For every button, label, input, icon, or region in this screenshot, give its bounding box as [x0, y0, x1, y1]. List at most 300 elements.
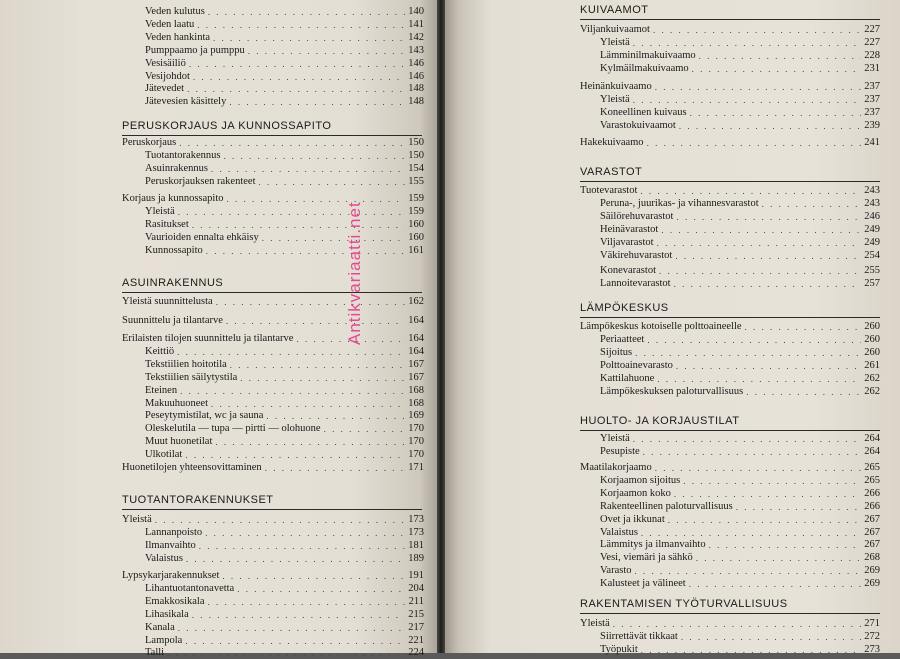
- leader-dots: [215, 437, 405, 448]
- toc-entry: [600, 372, 880, 385]
- toc-entry-page: 269: [864, 578, 880, 590]
- toc-entry-title: Yleistä: [145, 205, 175, 217]
- leader-dots: [647, 138, 862, 149]
- section-rule: [580, 181, 880, 182]
- watermark: Antikvariaatti.net: [345, 201, 364, 345]
- leader-dots: [237, 584, 405, 595]
- toc-entry: [145, 422, 424, 435]
- toc-entry-title: Yleistä suunnittelusta: [122, 296, 213, 307]
- toc-entry-title: Lihantuotantonavetta: [145, 582, 235, 594]
- toc-entry: [580, 617, 880, 630]
- book-gutter: [437, 0, 445, 653]
- toc-entry-title: Kalusteet ja välineet: [600, 578, 686, 590]
- toc-entry-page: 269: [864, 565, 880, 577]
- toc-entry-page: 266: [864, 500, 880, 512]
- toc-entry: [600, 236, 880, 249]
- section-heading: HUOLTO- JA KORJAUSTILAT: [580, 415, 740, 427]
- toc-entry: [600, 538, 880, 551]
- toc-entry-page: 239: [864, 119, 880, 131]
- toc-entry-page: 271: [864, 618, 880, 629]
- toc-entry: [145, 82, 424, 95]
- leader-dots: [689, 579, 862, 590]
- toc-entry-page: 143: [408, 44, 424, 56]
- toc-entry: [122, 569, 424, 582]
- leader-dots: [213, 33, 405, 44]
- section-rule: [580, 19, 880, 20]
- toc-entry: [600, 249, 880, 262]
- toc-entry: [600, 526, 880, 539]
- toc-entry-page: 160: [408, 231, 424, 243]
- toc-entry: [600, 36, 880, 49]
- leader-dots: [155, 515, 406, 526]
- leader-dots: [633, 95, 862, 106]
- toc-entry: [600, 264, 880, 277]
- toc-entry-title: Periaatteet: [600, 333, 645, 345]
- toc-entry: [600, 359, 880, 372]
- toc-entry: [600, 445, 880, 458]
- toc-entry: [600, 119, 880, 132]
- toc-entry-title: Varasto: [600, 565, 632, 577]
- toc-entry-page: 264: [864, 433, 880, 444]
- toc-entry: [600, 643, 880, 656]
- toc-entry: [145, 244, 424, 257]
- toc-entry: [580, 461, 880, 474]
- leader-dots: [187, 84, 405, 95]
- leader-dots: [222, 571, 405, 582]
- toc-entry-page: 146: [408, 57, 424, 69]
- leader-dots: [197, 20, 405, 31]
- section-heading: LÄMPÖKESKUS: [580, 302, 669, 314]
- toc-entry: [600, 333, 880, 346]
- toc-entry-title: Yleistä: [600, 36, 630, 48]
- toc-entry-title: Työpukit: [600, 643, 638, 655]
- toc-entry-title: Heinävarastot: [600, 223, 659, 235]
- toc-entry-page: 267: [864, 539, 880, 551]
- leader-dots: [640, 186, 861, 197]
- toc-entry-title: Oleskelutila — tupa — pirtti — olohuone: [145, 423, 321, 435]
- toc-entry: [600, 385, 880, 398]
- toc-entry-page: 168: [408, 397, 424, 409]
- toc-entry-title: Lypsykarjarakennukset: [122, 570, 220, 581]
- toc-entry: [122, 192, 424, 205]
- toc-entry: [145, 608, 424, 621]
- toc-entry: [145, 595, 424, 608]
- toc-entry-page: 266: [864, 487, 880, 499]
- toc-entry-page: 171: [408, 462, 424, 473]
- section-heading: PERUSKORJAUS JA KUNNOSSAPITO: [122, 120, 332, 132]
- toc-entry-page: 211: [408, 595, 424, 607]
- leader-dots: [178, 207, 406, 218]
- toc-entry-title: Korjaamon sijoitus: [600, 474, 681, 486]
- toc-entry-page: 267: [864, 513, 880, 525]
- toc-entry-page: 150: [408, 149, 424, 161]
- leader-dots: [653, 25, 861, 36]
- toc-entry-title: Pesupiste: [600, 445, 640, 457]
- toc-entry: [122, 314, 424, 327]
- toc-entry-page: 264: [864, 445, 880, 457]
- toc-entry: [145, 582, 424, 595]
- toc-entry-title: Peruna-, juurikas- ja vihannesvarastot: [600, 197, 759, 209]
- leader-dots: [657, 374, 861, 385]
- toc-entry-title: Varastokuivaamot: [600, 119, 676, 131]
- toc-entry: [145, 358, 424, 371]
- leader-dots: [633, 434, 862, 445]
- toc-entry-title: Vesisäiliö: [145, 57, 186, 69]
- toc-entry-title: Emakkosikala: [145, 595, 205, 607]
- section-rule: [580, 430, 880, 431]
- leader-dots: [692, 64, 862, 75]
- leader-dots: [674, 489, 861, 500]
- toc-entry-title: Pumppaamo ja pumppu: [145, 44, 245, 56]
- toc-entry-page: 249: [864, 223, 880, 235]
- leader-dots: [709, 540, 862, 551]
- toc-entry: [145, 70, 424, 83]
- toc-entry-title: Kattilahuone: [600, 372, 655, 384]
- leader-dots: [186, 554, 405, 565]
- leader-dots: [746, 387, 861, 398]
- leader-dots: [661, 225, 861, 236]
- leader-dots: [208, 7, 405, 18]
- toc-entry-title: Ulkotilat: [145, 449, 183, 461]
- toc-entry: [600, 93, 880, 106]
- toc-entry-title: Vaurioiden ennalta ehkäisy: [145, 231, 259, 243]
- toc-entry-page: 221: [408, 634, 424, 646]
- leader-dots: [655, 463, 862, 474]
- toc-entry-page: 204: [408, 582, 424, 594]
- toc-entry-page: 217: [408, 621, 424, 633]
- leader-dots: [189, 59, 405, 70]
- toc-entry-title: Eteinen: [145, 384, 178, 396]
- leader-dots: [216, 297, 406, 308]
- toc-entry-title: Lannoitevarastot: [600, 277, 671, 289]
- toc-entry: [600, 474, 880, 487]
- toc-entry-title: Sijoitus: [600, 346, 633, 358]
- toc-entry-title: Huonetilojen yhteensovittaminen: [122, 462, 262, 473]
- toc-entry: [145, 5, 424, 18]
- toc-entry-page: 148: [408, 96, 424, 108]
- toc-entry-title: Tuotantorakennus: [145, 149, 221, 161]
- toc-entry-title: Muut huonetilat: [145, 436, 213, 448]
- toc-entry-title: Lannanpoisto: [145, 526, 203, 538]
- toc-entry-title: Yleistä: [580, 618, 610, 629]
- toc-entry-page: 273: [864, 643, 880, 655]
- toc-entry-title: Lämmitys ja ilmanvaihto: [600, 539, 706, 551]
- leader-dots: [211, 399, 405, 410]
- toc-entry-page: 254: [864, 249, 880, 261]
- toc-entry-title: Veden kulutus: [145, 6, 205, 17]
- leader-dots: [659, 266, 861, 277]
- leader-dots: [248, 46, 406, 57]
- section-rule: [580, 317, 880, 318]
- toc-entry: [145, 345, 424, 358]
- toc-entry-title: Konevarastot: [600, 265, 656, 276]
- toc-entry-title: Hakekuivaamo: [580, 137, 644, 148]
- toc-entry-page: 146: [408, 70, 424, 82]
- leader-dots: [647, 335, 861, 346]
- leader-dots: [223, 151, 405, 162]
- toc-entry-page: 246: [864, 210, 880, 222]
- leader-dots: [613, 619, 862, 630]
- toc-entry-page: 161: [408, 244, 424, 256]
- toc-entry: [145, 205, 424, 218]
- toc-entry-title: Erilaisten tilojen suunnittelu ja tilantarve: [122, 333, 294, 344]
- toc-entry-title: Rasitukset: [145, 218, 189, 230]
- toc-entry-page: 241: [864, 137, 880, 148]
- toc-entry-page: 228: [864, 49, 880, 61]
- toc-entry-page: 191: [408, 570, 424, 581]
- toc-entry-page: 168: [408, 384, 424, 396]
- toc-entry: [145, 634, 424, 647]
- leader-dots: [324, 424, 406, 435]
- toc-entry: [600, 551, 880, 564]
- toc-entry-title: Peruskorjaus: [122, 137, 177, 148]
- toc-entry-page: 155: [408, 175, 424, 187]
- section-rule: [580, 613, 880, 614]
- toc-entry-page: 249: [864, 236, 880, 248]
- toc-entry: [145, 95, 424, 108]
- toc-entry-title: Valaistus: [145, 552, 183, 564]
- toc-entry-title: Tuotevarastot: [580, 185, 638, 196]
- leader-dots: [266, 411, 405, 422]
- leader-dots: [641, 528, 861, 539]
- toc-entry-page: 237: [864, 81, 880, 92]
- toc-entry: [122, 332, 424, 345]
- toc-entry-title: Yleistä: [600, 93, 630, 105]
- toc-entry-page: 141: [408, 18, 424, 30]
- leader-dots: [676, 361, 861, 372]
- toc-entry-title: Lampola: [145, 634, 183, 646]
- toc-entry: [580, 23, 880, 36]
- toc-entry-page: 237: [864, 93, 880, 105]
- leader-dots: [265, 463, 406, 474]
- toc-entry: [600, 197, 880, 210]
- leader-dots: [679, 121, 861, 132]
- toc-entry-page: 148: [408, 83, 424, 95]
- toc-entry-title: Ilmanvaihto: [145, 539, 196, 551]
- toc-entry-page: 243: [864, 185, 880, 196]
- toc-entry: [600, 432, 880, 445]
- leader-dots: [178, 623, 406, 634]
- toc-entry-page: 162: [408, 296, 424, 307]
- section-heading: KUIVAAMOT: [580, 4, 649, 16]
- toc-entry-page: 255: [864, 265, 880, 276]
- toc-entry-title: Heinänkuivaamo: [580, 81, 652, 92]
- toc-entry: [600, 106, 880, 119]
- toc-entry-title: Kylmäilmakuivaamo: [600, 62, 689, 74]
- leader-dots: [211, 164, 405, 175]
- toc-entry-page: 173: [408, 526, 424, 538]
- toc-entry-page: 189: [408, 552, 424, 564]
- leader-dots: [681, 632, 861, 643]
- toc-entry: [145, 409, 424, 422]
- toc-entry-title: Lämpökeskus kotoiselle polttoaineelle: [580, 321, 742, 332]
- toc-entry-page: 167: [408, 371, 424, 383]
- leader-dots: [180, 386, 405, 397]
- toc-entry-title: Peruskorjauksen rakenteet: [145, 175, 256, 187]
- section-heading: ASUINRAKENNUS: [122, 277, 224, 289]
- leader-dots: [655, 82, 862, 93]
- toc-entry-title: Tekstiilien säilytystila: [145, 371, 238, 383]
- leader-dots: [668, 515, 862, 526]
- leader-dots: [736, 502, 862, 513]
- toc-entry: [145, 18, 424, 31]
- toc-entry-title: Vesijohdot: [145, 70, 190, 82]
- toc-entry-title: Polttoainevarasto: [600, 359, 673, 371]
- section-heading: RAKENTAMISEN TYÖTURVALLISUUS: [580, 598, 788, 610]
- leader-dots: [745, 322, 862, 333]
- toc-entry: [600, 564, 880, 577]
- toc-entry: [600, 577, 880, 590]
- leader-dots: [635, 348, 861, 359]
- toc-entry: [580, 184, 880, 197]
- section-rule: [122, 292, 422, 293]
- toc-entry-page: 164: [408, 315, 424, 326]
- toc-entry: [122, 136, 424, 149]
- toc-entry-page: 227: [864, 24, 880, 35]
- toc-entry-title: Jätevesien käsittely: [145, 96, 227, 108]
- leader-dots: [643, 447, 862, 458]
- toc-entry-page: 181: [408, 539, 424, 551]
- leader-dots: [262, 233, 406, 244]
- leader-dots: [230, 360, 405, 371]
- toc-entry-page: 154: [408, 162, 424, 174]
- toc-entry: [145, 539, 424, 552]
- leader-dots: [675, 251, 861, 262]
- leader-dots: [676, 212, 861, 223]
- toc-entry-page: 215: [408, 608, 424, 620]
- leader-dots: [683, 476, 861, 487]
- toc-entry: [600, 223, 880, 236]
- toc-entry: [600, 513, 880, 526]
- leader-dots: [674, 279, 862, 290]
- toc-entry-title: Yleistä: [122, 514, 152, 525]
- toc-entry-page: 265: [864, 462, 880, 473]
- toc-entry-title: Tekstiilien hoitotila: [145, 358, 227, 370]
- section-rule: [122, 509, 422, 510]
- toc-entry-title: Korjaamon koko: [600, 487, 671, 499]
- toc-entry-page: 257: [864, 277, 880, 289]
- toc-entry-title: Suunnittelu ja tilantarve: [122, 315, 223, 326]
- toc-entry-page: 169: [408, 410, 424, 422]
- toc-entry-title: Kanala: [145, 621, 175, 633]
- toc-entry-page: 237: [864, 106, 880, 118]
- leader-dots: [206, 246, 406, 257]
- toc-entry-page: 170: [408, 449, 424, 461]
- toc-entry: [600, 346, 880, 359]
- leader-dots: [657, 238, 862, 249]
- toc-entry: [145, 397, 424, 410]
- toc-entry: [580, 80, 880, 93]
- toc-entry-title: Lämminilmakuivaamo: [600, 49, 696, 61]
- toc-entry-page: 160: [408, 218, 424, 230]
- toc-entry: [145, 175, 424, 188]
- toc-entry-page: 272: [864, 630, 880, 642]
- toc-entry: [580, 136, 880, 149]
- toc-entry-page: 267: [864, 526, 880, 538]
- toc-entry: [145, 44, 424, 57]
- toc-entry-page: 260: [864, 346, 880, 358]
- toc-entry-page: 167: [408, 358, 424, 370]
- toc-entry: [600, 62, 880, 75]
- toc-entry-page: 261: [864, 359, 880, 371]
- toc-entry: [600, 49, 880, 62]
- toc-entry-page: 231: [864, 62, 880, 74]
- toc-entry-title: Säilörehuvarastot: [600, 210, 674, 222]
- leader-dots: [179, 138, 405, 149]
- toc-entry: [145, 162, 424, 175]
- toc-entry-title: Korjaus ja kunnossapito: [122, 193, 224, 204]
- toc-entry-page: 262: [864, 372, 880, 384]
- toc-entry-title: Veden laatu: [145, 18, 195, 30]
- toc-entry: [145, 448, 424, 461]
- leader-dots: [185, 636, 405, 647]
- toc-entry-page: 164: [408, 345, 424, 357]
- toc-entry: [145, 435, 424, 448]
- toc-entry-page: 159: [408, 205, 424, 217]
- toc-entry: [145, 526, 424, 539]
- leader-dots: [229, 97, 405, 108]
- toc-entry-title: Siirrettävät tikkaat: [600, 630, 678, 642]
- toc-entry: [122, 295, 424, 308]
- toc-entry: [145, 384, 424, 397]
- toc-entry: [600, 630, 880, 643]
- toc-entry: [145, 231, 424, 244]
- toc-entry-page: 142: [408, 31, 424, 43]
- section-heading: VARASTOT: [580, 166, 643, 178]
- leader-dots: [177, 347, 405, 358]
- toc-entry: [145, 621, 424, 634]
- toc-entry-page: 265: [864, 474, 880, 486]
- leader-dots: [696, 553, 862, 564]
- toc-entry-page: 268: [864, 552, 880, 564]
- leader-dots: [193, 72, 405, 83]
- toc-entry-title: Yleistä: [600, 433, 630, 444]
- toc-entry-page: 164: [408, 333, 424, 344]
- toc-entry-title: Lämpökeskuksen paloturvallisuus: [600, 385, 744, 397]
- leader-dots: [226, 316, 405, 327]
- leader-dots: [641, 645, 861, 656]
- toc-entry-title: Lihasikala: [145, 608, 189, 620]
- leader-dots: [227, 194, 406, 205]
- toc-entry-page: 260: [864, 333, 880, 345]
- toc-entry-title: Makuuhuoneet: [145, 397, 208, 409]
- toc-entry-page: 243: [864, 197, 880, 209]
- toc-entry-title: Ovet ja ikkunat: [600, 513, 665, 525]
- toc-entry: [122, 513, 424, 526]
- leader-dots: [192, 220, 406, 231]
- toc-entry: [145, 218, 424, 231]
- toc-entry-title: Viljankuivaamot: [580, 24, 650, 35]
- toc-entry-page: 159: [408, 193, 424, 204]
- toc-entry: [145, 31, 424, 44]
- leader-dots: [699, 51, 862, 62]
- leader-dots: [192, 610, 406, 621]
- section-heading: TUOTANTORAKENNUKSET: [122, 494, 274, 506]
- leader-dots: [205, 528, 405, 539]
- toc-entry-title: Kunnossapito: [145, 244, 203, 256]
- toc-entry-title: Viljavarastot: [600, 236, 654, 248]
- toc-entry-page: 170: [408, 436, 424, 448]
- toc-entry-page: 260: [864, 321, 880, 332]
- toc-entry-title: Koneellinen kuivaus: [600, 106, 687, 118]
- leader-dots: [259, 177, 406, 188]
- toc-entry-title: Jätevedet: [145, 83, 185, 95]
- toc-entry-page: 170: [408, 423, 424, 435]
- leader-dots: [207, 597, 405, 608]
- toc-entry: [580, 320, 880, 333]
- leader-dots: [635, 566, 862, 577]
- toc-entry: [122, 461, 424, 474]
